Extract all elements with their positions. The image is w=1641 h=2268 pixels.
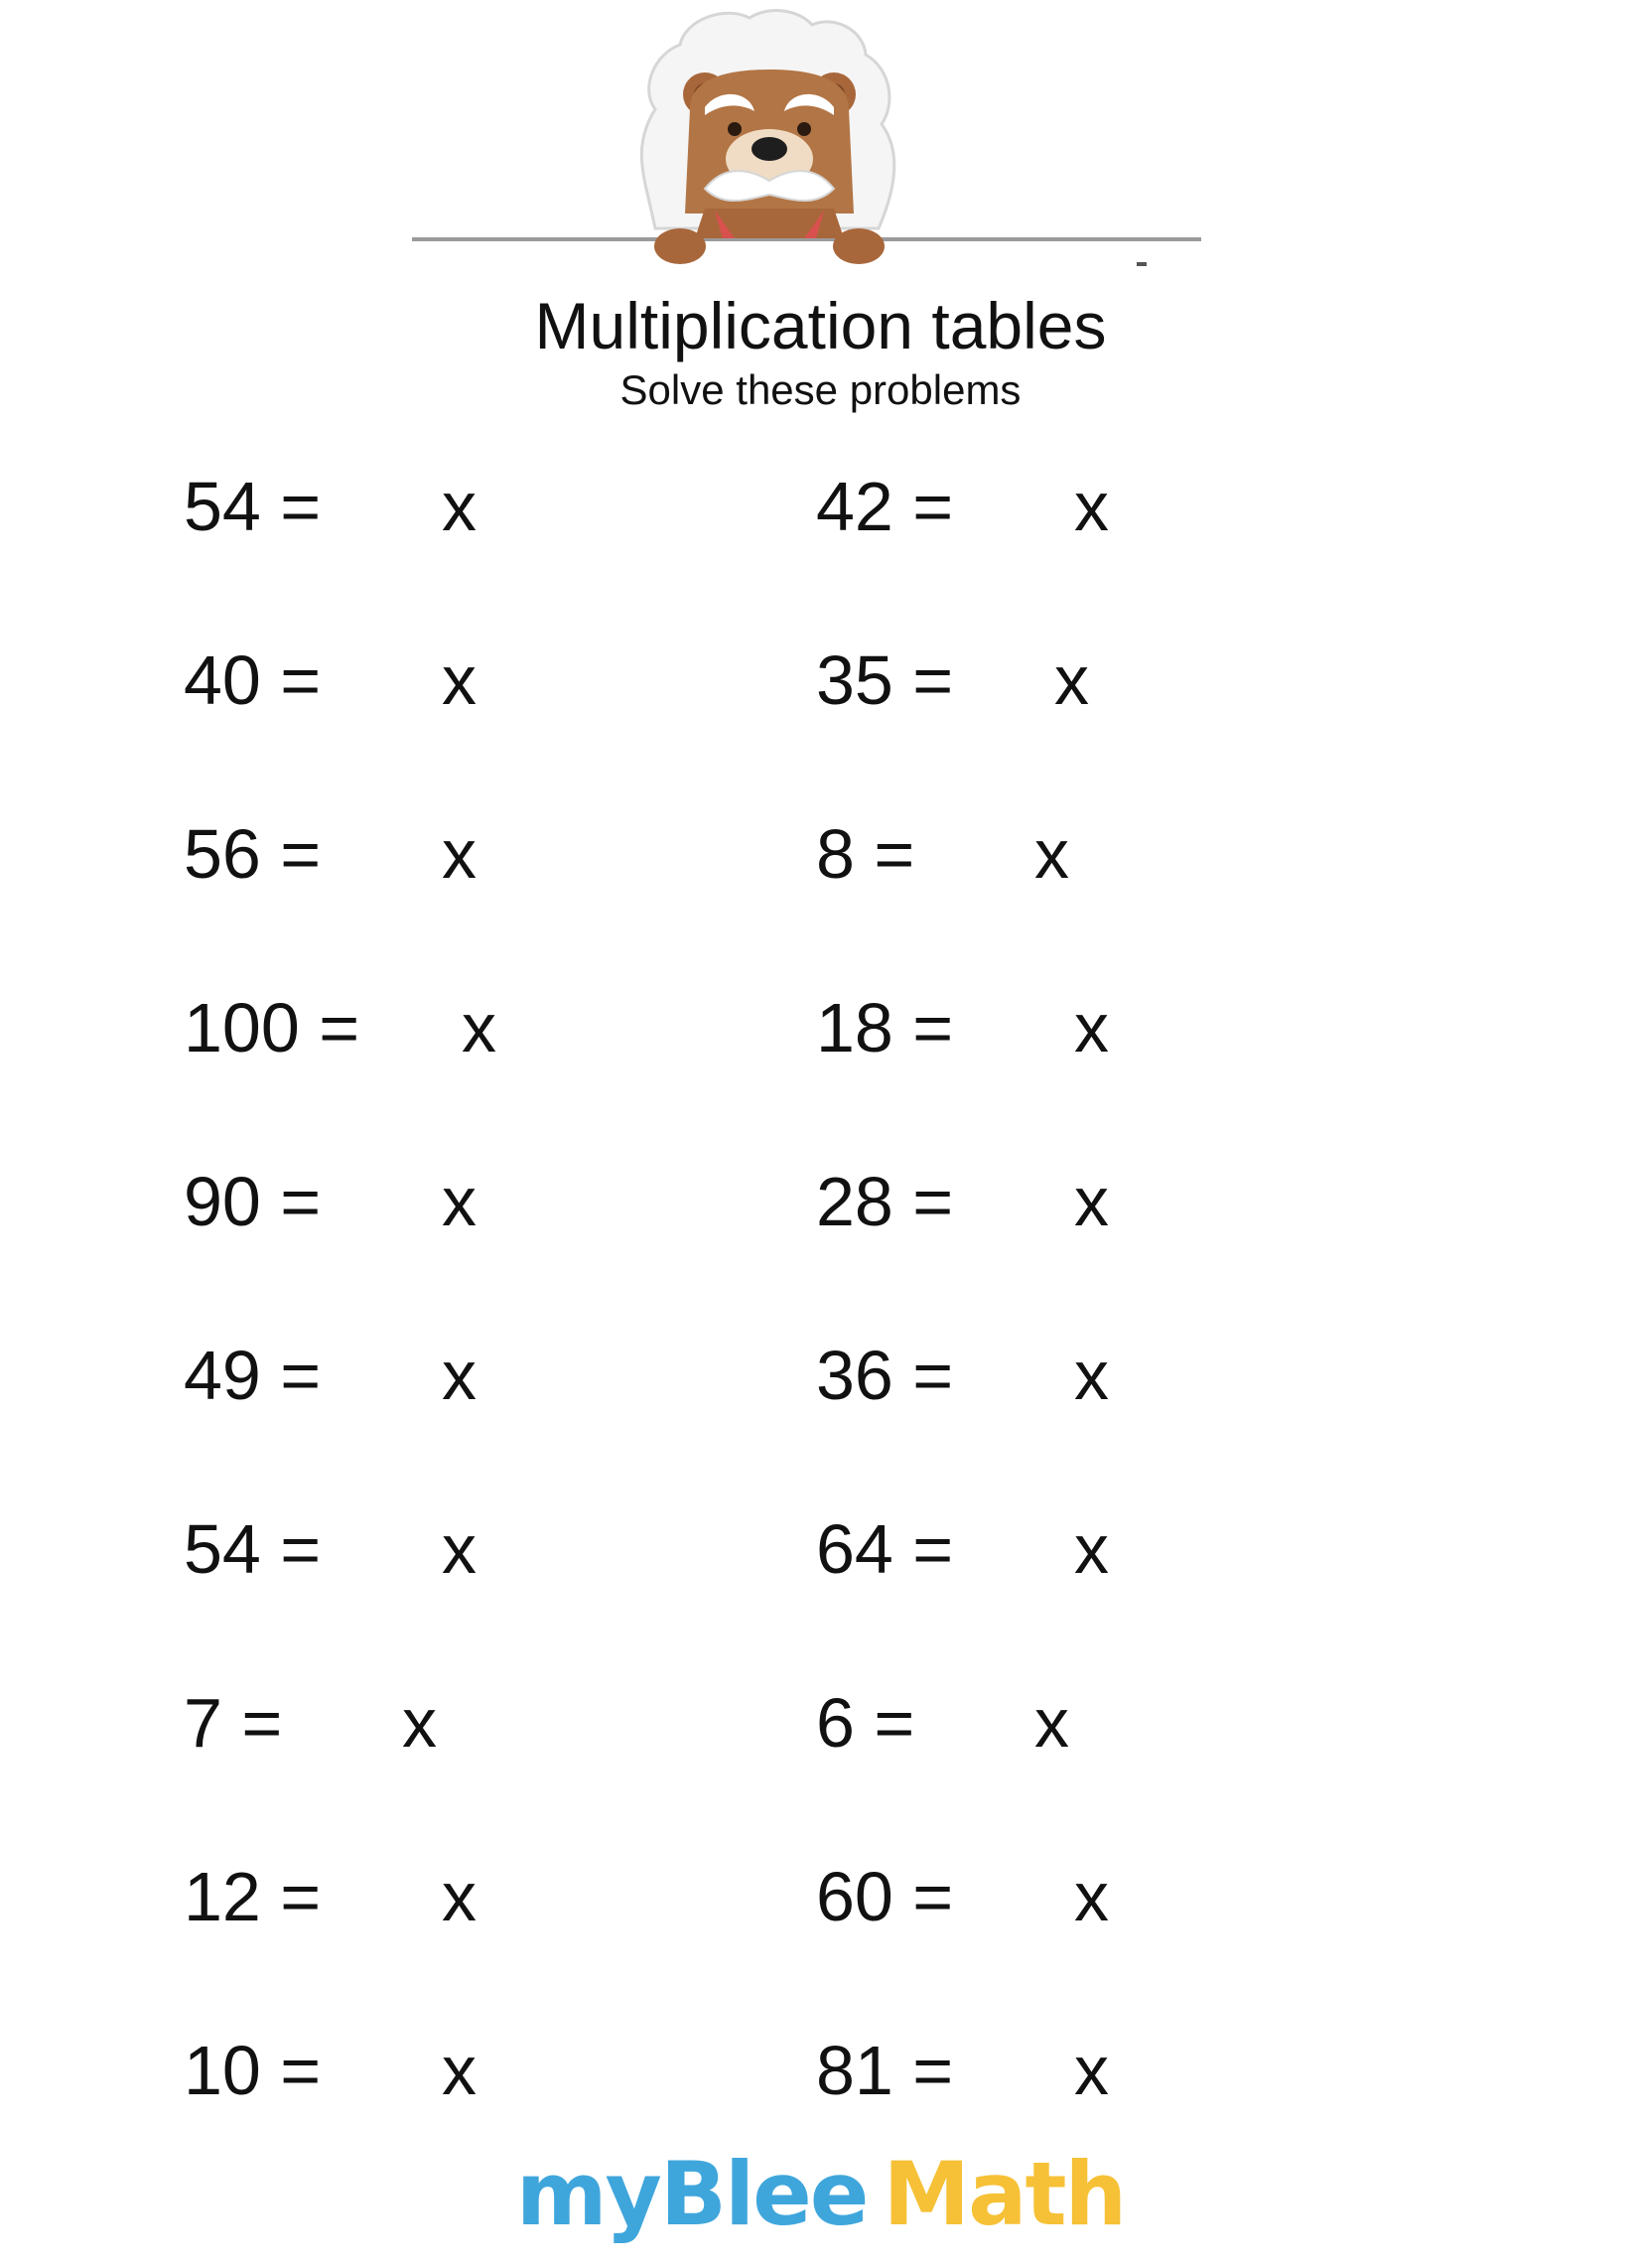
worksheet-subtitle: Solve these problems bbox=[619, 366, 1022, 413]
times-sign: x bbox=[442, 1858, 477, 1935]
problem-lhs: 54 = bbox=[184, 1510, 322, 1588]
logo-part-a: myBlee bbox=[515, 2143, 868, 2245]
times-sign: x bbox=[1074, 1163, 1109, 1240]
problem-lhs: 60 = bbox=[816, 1858, 954, 1935]
times-sign: x bbox=[1074, 989, 1109, 1066]
times-sign: x bbox=[402, 1684, 437, 1762]
times-sign: x bbox=[1074, 1337, 1109, 1414]
times-sign: x bbox=[462, 989, 496, 1066]
times-sign: x bbox=[1074, 2032, 1109, 2109]
problem-lhs: 10 = bbox=[184, 2032, 322, 2109]
times-sign: x bbox=[442, 1337, 477, 1414]
problem-lhs: 90 = bbox=[184, 1163, 322, 1240]
mascot-lion-icon bbox=[407, 0, 1221, 273]
problem-lhs: 12 = bbox=[184, 1858, 322, 1935]
problem-lhs: 7 = bbox=[184, 1684, 283, 1762]
logo-part-b: Math bbox=[883, 2143, 1126, 2245]
problem-lhs: 81 = bbox=[816, 2032, 954, 2109]
problem-lhs: 6 = bbox=[816, 1684, 915, 1762]
problem-lhs: 56 = bbox=[184, 815, 322, 893]
times-sign: x bbox=[1034, 1684, 1069, 1762]
worksheet-title: Multiplication tables bbox=[534, 289, 1107, 362]
times-sign: x bbox=[442, 468, 477, 545]
brand-logo bbox=[0, 2145, 1641, 2244]
problem-lhs: 100 = bbox=[184, 989, 360, 1066]
times-sign: x bbox=[442, 641, 477, 719]
problem-lhs: 8 = bbox=[816, 815, 915, 893]
problem-lhs: 40 = bbox=[184, 641, 322, 719]
problem-lhs: 18 = bbox=[816, 989, 954, 1066]
problem-lhs: 64 = bbox=[816, 1510, 954, 1588]
problem-lhs: 28 = bbox=[816, 1163, 954, 1240]
times-sign: x bbox=[1074, 1858, 1109, 1935]
times-sign: x bbox=[1074, 468, 1109, 545]
problem-lhs: 36 = bbox=[816, 1337, 954, 1414]
times-sign: x bbox=[442, 1510, 477, 1588]
problem-lhs: 42 = bbox=[816, 468, 954, 545]
problem-lhs: 54 = bbox=[184, 468, 322, 545]
problem-lhs: 35 = bbox=[816, 641, 954, 719]
times-sign: x bbox=[1034, 815, 1069, 893]
times-sign: x bbox=[1054, 641, 1089, 719]
times-sign: x bbox=[442, 815, 477, 893]
times-sign: x bbox=[442, 1163, 477, 1240]
times-sign: x bbox=[442, 2032, 477, 2109]
times-sign: x bbox=[1074, 1510, 1109, 1588]
problem-lhs: 49 = bbox=[184, 1337, 322, 1414]
